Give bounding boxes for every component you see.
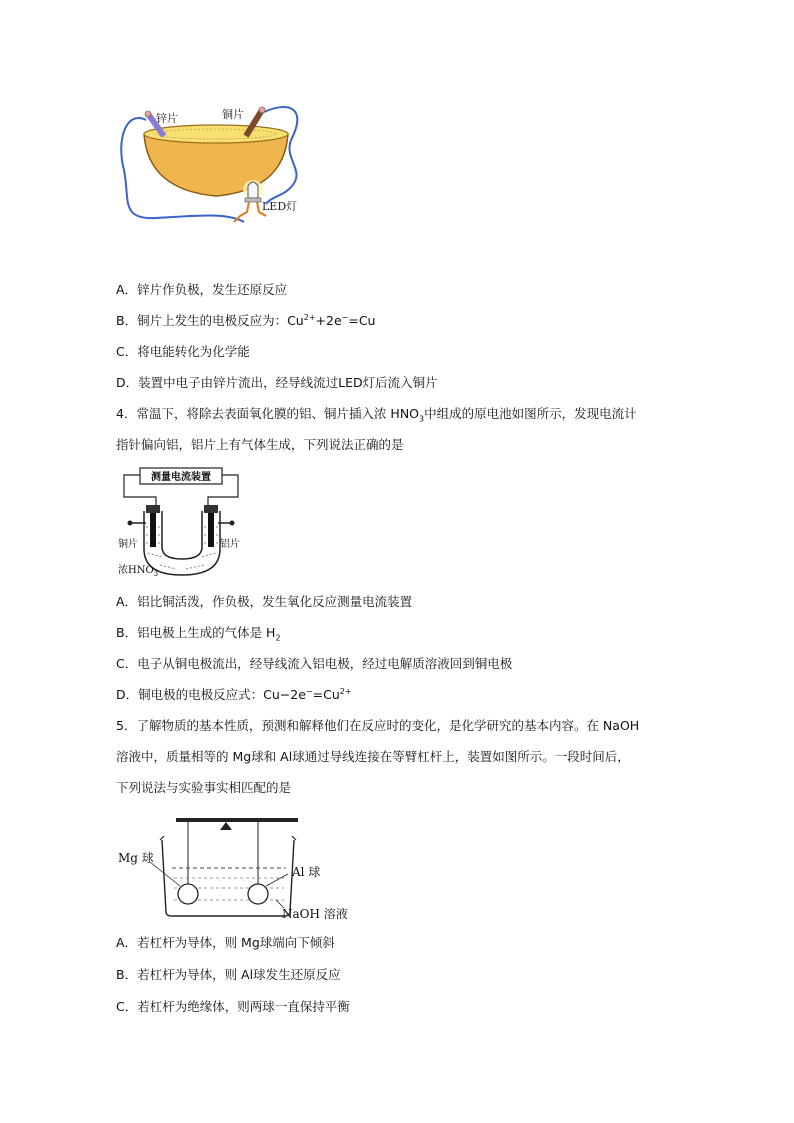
meter-label: 测量电流装置 (151, 472, 211, 483)
q3-option-a: A．锌片作负极，发生还原反应 (116, 282, 288, 297)
q4-stem-line1: 4．常温下，将除去表面氧化膜的铝、铜片插入浓 $HNO_3$中组成的原电池如图所示，发现电流计 (116, 406, 637, 424)
lever-bar (176, 818, 298, 822)
led-label: LED灯 (262, 200, 298, 213)
q5-stem-line1: 5．了解物质的基本性质，预测和解释他们在反应时的变化，是化学研究的基本内容。在 NaOH (116, 718, 640, 733)
copper-electrode (150, 513, 156, 547)
q5-option-b: B．若杠杆为导体，则 Al球发生还原反应 (116, 967, 341, 982)
q3-option-b: B．铜片上发生的电极反应为：$Cu^{2+}+2e^-=Cu$ (116, 312, 376, 328)
q3-option-c: C．将电能转化为化学能 (116, 344, 250, 359)
fulcrum (220, 822, 232, 830)
acid-label: 浓$HNO_3$ (118, 565, 159, 578)
aluminum-electrode-label: 铝片 (220, 539, 240, 550)
led-bulb (248, 182, 258, 198)
aluminum-electrode (208, 513, 214, 547)
naoh-label: NaOH 溶液 (282, 907, 348, 921)
mg-ball (178, 884, 198, 904)
u-tube-inner (162, 511, 202, 559)
u-tube-cell-figure (116, 465, 246, 580)
copper-label: 铜片 (222, 108, 244, 121)
al-ball-label: Al 球 (292, 865, 321, 879)
q5-stem-line2: 溶液中，质量相等的 Mg球和 Al球通过导线连接在等臂杠杆上，装置如图所示。一段时间后， (116, 749, 630, 764)
u-tube-cell-diagram (116, 465, 246, 580)
q4-option-d: D．铜电极的电极反应式：$Cu-2e^-=Cu^{2+}$ (116, 686, 352, 702)
mg-ball-label: Mg 球 (118, 851, 154, 865)
copper-electrode-label: 铜片 (118, 539, 138, 550)
led-leg-left (234, 202, 249, 222)
fruit-battery-figure (116, 100, 332, 240)
al-ball (248, 884, 268, 904)
q5-option-c: C．若杠杆为绝缘体，则两球一直保持平衡 (116, 999, 350, 1014)
lever-diagram (116, 812, 356, 922)
q5-stem-line3: 下列说法与实验事实相匹配的是 (116, 780, 292, 795)
q4-option-b: B．铝电极上生成的气体是 $H_2$ (116, 625, 281, 643)
zinc-label: 锌片 (156, 112, 178, 125)
lever-figure (116, 812, 356, 922)
q4-option-c: C．电子从铜电极流出，经导线流入铝电极，经过电解质溶液回到铜电极 (116, 656, 513, 671)
q5-option-a: A．若杠杆为导体，则 Mg球端向下倾斜 (116, 935, 335, 950)
fruit-battery-diagram (116, 100, 332, 240)
q4-option-a: A．铝比铜活泼，作负极，发生氧化反应测量电流装置 (116, 594, 413, 609)
q3-option-d: D．装置中电子由锌片流出，经导线流过LED灯后流入铜片 (116, 375, 438, 390)
q4-stem-line2: 指针偏向铝，铝片上有气体生成，下列说法正确的是 (116, 437, 404, 452)
